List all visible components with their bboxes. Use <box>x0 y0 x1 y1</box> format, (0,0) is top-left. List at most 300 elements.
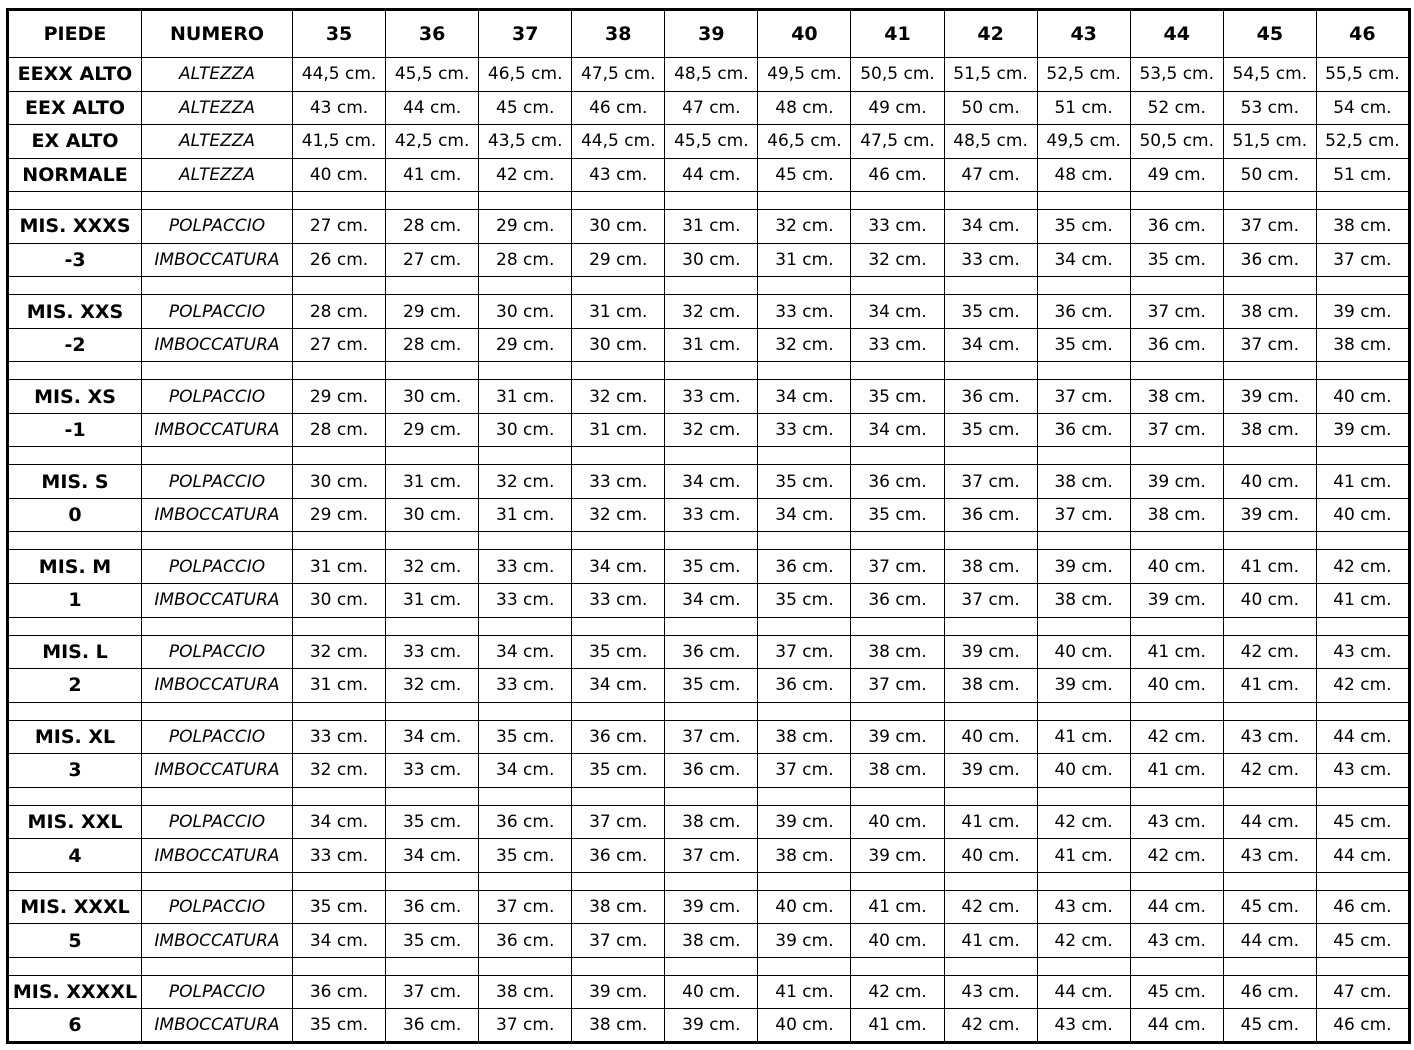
spacer-cell <box>758 957 851 975</box>
header-size-cell: 42 <box>944 10 1037 58</box>
value-cell: 36 cm. <box>758 550 851 584</box>
value-cell: 31 cm. <box>293 669 386 703</box>
value-cell: 36 cm. <box>944 498 1037 532</box>
value-cell: 28 cm. <box>386 210 479 244</box>
spacer-cell <box>572 702 665 720</box>
value-cell: 35 cm. <box>479 839 572 873</box>
spacer-cell <box>1316 702 1409 720</box>
value-cell: 39 cm. <box>1223 498 1316 532</box>
spacer-cell <box>293 787 386 805</box>
value-cell: 41 cm. <box>944 805 1037 839</box>
spacer-cell <box>1223 277 1316 295</box>
spacer-cell <box>8 532 142 550</box>
value-cell: 34 cm. <box>479 754 572 788</box>
header-size-cell: 36 <box>386 10 479 58</box>
spacer-cell <box>386 787 479 805</box>
spacer-cell <box>386 447 479 465</box>
value-cell: 39 cm. <box>1316 413 1409 447</box>
spacer-cell <box>1223 872 1316 890</box>
value-cell: 33 cm. <box>851 328 944 362</box>
value-cell: 31 cm. <box>386 465 479 499</box>
value-cell: 30 cm. <box>665 243 758 277</box>
value-cell: 38 cm. <box>572 890 665 924</box>
polpaccio-row <box>8 805 1410 839</box>
value-cell: 43 cm. <box>1223 839 1316 873</box>
value-cell: 34 cm. <box>386 720 479 754</box>
value-cell: 31 cm. <box>386 584 479 618</box>
spacer-cell <box>1316 532 1409 550</box>
value-cell: 44,5 cm. <box>572 125 665 159</box>
header-size-cell: 35 <box>293 10 386 58</box>
measure-type: POLPACCIO <box>142 210 293 244</box>
value-cell: 37 cm. <box>758 754 851 788</box>
value-cell: 44 cm. <box>1316 839 1409 873</box>
spacer-cell <box>1316 872 1409 890</box>
value-cell: 44 cm. <box>1223 805 1316 839</box>
value-cell: 40 cm. <box>1037 635 1130 669</box>
value-cell: 37 cm. <box>1037 498 1130 532</box>
spacer-cell <box>851 617 944 635</box>
value-cell: 39 cm. <box>758 805 851 839</box>
spacer-cell <box>665 787 758 805</box>
measure-type: IMBOCCATURA <box>142 924 293 958</box>
spacer-cell <box>851 362 944 380</box>
imboccatura-row <box>8 839 1410 873</box>
measure-type: POLPACCIO <box>142 635 293 669</box>
value-cell: 54,5 cm. <box>1223 58 1316 92</box>
value-cell: 37 cm. <box>758 635 851 669</box>
value-cell: 41 cm. <box>851 890 944 924</box>
value-cell: 36 cm. <box>479 924 572 958</box>
size-name: MIS. XXXS <box>8 210 142 244</box>
spacer-cell <box>851 277 944 295</box>
value-cell: 40 cm. <box>758 1009 851 1043</box>
spacer-cell <box>293 957 386 975</box>
spacer-cell <box>851 787 944 805</box>
value-cell: 36 cm. <box>851 465 944 499</box>
value-cell: 36 cm. <box>944 380 1037 414</box>
spacer-cell <box>386 702 479 720</box>
value-cell: 40 cm. <box>1316 498 1409 532</box>
value-cell: 43 cm. <box>1130 924 1223 958</box>
value-cell: 33 cm. <box>758 413 851 447</box>
value-cell: 37 cm. <box>944 584 1037 618</box>
value-cell: 33 cm. <box>851 210 944 244</box>
value-cell: 33 cm. <box>479 550 572 584</box>
value-cell: 35 cm. <box>1037 210 1130 244</box>
value-cell: 55,5 cm. <box>1316 58 1409 92</box>
value-cell: 34 cm. <box>944 328 1037 362</box>
size-code: -2 <box>8 328 142 362</box>
value-cell: 30 cm. <box>386 498 479 532</box>
value-cell: 43 cm. <box>1223 720 1316 754</box>
height-label: EEX ALTO <box>8 91 142 125</box>
height-label: EEXX ALTO <box>8 58 142 92</box>
height-label: EX ALTO <box>8 125 142 159</box>
size-code: 1 <box>8 584 142 618</box>
value-cell: 36 cm. <box>1037 413 1130 447</box>
value-cell: 49,5 cm. <box>1037 125 1130 159</box>
value-cell: 36 cm. <box>386 1009 479 1043</box>
value-cell: 48,5 cm. <box>665 58 758 92</box>
value-cell: 31 cm. <box>665 210 758 244</box>
value-cell: 36 cm. <box>479 805 572 839</box>
spacer-cell <box>758 872 851 890</box>
value-cell: 34 cm. <box>293 924 386 958</box>
spacer-cell <box>665 362 758 380</box>
value-cell: 49 cm. <box>851 91 944 125</box>
value-cell: 37 cm. <box>665 839 758 873</box>
imboccatura-row <box>8 413 1410 447</box>
value-cell: 38 cm. <box>851 635 944 669</box>
value-cell: 51,5 cm. <box>1223 125 1316 159</box>
size-name: MIS. M <box>8 550 142 584</box>
value-cell: 50 cm. <box>944 91 1037 125</box>
spacer-cell <box>1037 957 1130 975</box>
polpaccio-row <box>8 635 1410 669</box>
value-cell: 38 cm. <box>944 669 1037 703</box>
value-cell: 32 cm. <box>293 754 386 788</box>
value-cell: 35 cm. <box>572 635 665 669</box>
value-cell: 43 cm. <box>1037 1009 1130 1043</box>
value-cell: 38 cm. <box>851 754 944 788</box>
value-cell: 29 cm. <box>386 295 479 329</box>
height-label: NORMALE <box>8 158 142 192</box>
value-cell: 42,5 cm. <box>386 125 479 159</box>
spacer-cell <box>758 702 851 720</box>
measure-type: POLPACCIO <box>142 380 293 414</box>
value-cell: 30 cm. <box>479 295 572 329</box>
measure-type: POLPACCIO <box>142 890 293 924</box>
spacer-row <box>8 617 1410 635</box>
spacer-cell <box>386 362 479 380</box>
value-cell: 33 cm. <box>479 584 572 618</box>
value-cell: 48 cm. <box>758 91 851 125</box>
value-cell: 37 cm. <box>1223 210 1316 244</box>
value-cell: 35 cm. <box>665 550 758 584</box>
header-row <box>8 10 1410 58</box>
spacer-cell <box>944 277 1037 295</box>
value-cell: 36 cm. <box>851 584 944 618</box>
spacer-cell <box>572 787 665 805</box>
value-cell: 45 cm. <box>479 91 572 125</box>
spacer-cell <box>386 617 479 635</box>
value-cell: 45 cm. <box>1223 1009 1316 1043</box>
spacer-cell <box>944 447 1037 465</box>
value-cell: 38 cm. <box>1037 465 1130 499</box>
value-cell: 44 cm. <box>1223 924 1316 958</box>
size-name: MIS. XXS <box>8 295 142 329</box>
value-cell: 33 cm. <box>386 635 479 669</box>
imboccatura-row <box>8 498 1410 532</box>
value-cell: 42 cm. <box>944 890 1037 924</box>
spacer-cell <box>1037 192 1130 210</box>
value-cell: 35 cm. <box>851 498 944 532</box>
header-size-cell: 43 <box>1037 10 1130 58</box>
spacer-cell <box>142 617 293 635</box>
value-cell: 47 cm. <box>944 158 1037 192</box>
spacer-row <box>8 362 1410 380</box>
value-cell: 44 cm. <box>665 158 758 192</box>
value-cell: 51 cm. <box>1316 158 1409 192</box>
header-size-cell: 41 <box>851 10 944 58</box>
value-cell: 35 cm. <box>293 890 386 924</box>
value-cell: 35 cm. <box>572 754 665 788</box>
spacer-cell <box>479 192 572 210</box>
spacer-cell <box>1316 447 1409 465</box>
spacer-cell <box>8 447 142 465</box>
value-cell: 39 cm. <box>665 1009 758 1043</box>
value-cell: 50,5 cm. <box>851 58 944 92</box>
spacer-cell <box>1316 277 1409 295</box>
spacer-cell <box>944 192 1037 210</box>
spacer-cell <box>293 532 386 550</box>
value-cell: 52,5 cm. <box>1316 125 1409 159</box>
value-cell: 30 cm. <box>293 465 386 499</box>
spacer-cell <box>142 957 293 975</box>
value-cell: 39 cm. <box>758 924 851 958</box>
value-cell: 38 cm. <box>1037 584 1130 618</box>
value-cell: 45 cm. <box>758 158 851 192</box>
value-cell: 35 cm. <box>944 295 1037 329</box>
size-chart-body <box>8 10 1410 1043</box>
spacer-cell <box>944 787 1037 805</box>
spacer-cell <box>572 872 665 890</box>
spacer-cell <box>1316 617 1409 635</box>
spacer-cell <box>1037 362 1130 380</box>
value-cell: 34 cm. <box>572 550 665 584</box>
value-cell: 40 cm. <box>293 158 386 192</box>
value-cell: 41 cm. <box>1223 550 1316 584</box>
value-cell: 36 cm. <box>1223 243 1316 277</box>
size-name: MIS. L <box>8 635 142 669</box>
value-cell: 35 cm. <box>293 1009 386 1043</box>
value-cell: 32 cm. <box>758 210 851 244</box>
spacer-cell <box>1130 362 1223 380</box>
header-size-cell: 45 <box>1223 10 1316 58</box>
spacer-cell <box>479 872 572 890</box>
size-code: 4 <box>8 839 142 873</box>
value-cell: 38 cm. <box>1130 380 1223 414</box>
spacer-cell <box>572 957 665 975</box>
spacer-cell <box>293 702 386 720</box>
value-cell: 34 cm. <box>758 498 851 532</box>
value-cell: 36 cm. <box>1037 295 1130 329</box>
value-cell: 30 cm. <box>572 328 665 362</box>
value-cell: 29 cm. <box>293 380 386 414</box>
value-cell: 42 cm. <box>851 975 944 1009</box>
spacer-cell <box>1130 447 1223 465</box>
spacer-row <box>8 447 1410 465</box>
measure-type: POLPACCIO <box>142 295 293 329</box>
value-cell: 43 cm. <box>572 158 665 192</box>
value-cell: 37 cm. <box>1316 243 1409 277</box>
spacer-cell <box>665 192 758 210</box>
size-code: 2 <box>8 669 142 703</box>
value-cell: 44 cm. <box>1130 1009 1223 1043</box>
size-name: MIS. S <box>8 465 142 499</box>
value-cell: 45 cm. <box>1223 890 1316 924</box>
value-cell: 32 cm. <box>386 669 479 703</box>
value-cell: 37 cm. <box>572 924 665 958</box>
size-code: 5 <box>8 924 142 958</box>
spacer-cell <box>386 872 479 890</box>
value-cell: 40 cm. <box>944 720 1037 754</box>
size-name: MIS. XS <box>8 380 142 414</box>
spacer-cell <box>1130 872 1223 890</box>
spacer-cell <box>758 362 851 380</box>
value-cell: 37 cm. <box>479 1009 572 1043</box>
polpaccio-row <box>8 720 1410 754</box>
size-code: -1 <box>8 413 142 447</box>
size-code: -3 <box>8 243 142 277</box>
spacer-cell <box>1130 787 1223 805</box>
value-cell: 43 cm. <box>1037 890 1130 924</box>
spacer-cell <box>1130 617 1223 635</box>
value-cell: 37 cm. <box>1037 380 1130 414</box>
value-cell: 38 cm. <box>1130 498 1223 532</box>
spacer-cell <box>479 362 572 380</box>
spacer-cell <box>851 872 944 890</box>
value-cell: 43 cm. <box>1130 805 1223 839</box>
size-name: MIS. XXXL <box>8 890 142 924</box>
value-cell: 44 cm. <box>1037 975 1130 1009</box>
spacer-cell <box>386 957 479 975</box>
polpaccio-row <box>8 465 1410 499</box>
spacer-cell <box>758 277 851 295</box>
value-cell: 28 cm. <box>293 413 386 447</box>
value-cell: 37 cm. <box>1130 295 1223 329</box>
value-cell: 46,5 cm. <box>479 58 572 92</box>
spacer-cell <box>8 957 142 975</box>
spacer-cell <box>1223 192 1316 210</box>
value-cell: 37 cm. <box>386 975 479 1009</box>
polpaccio-row <box>8 210 1410 244</box>
spacer-cell <box>572 447 665 465</box>
value-cell: 32 cm. <box>572 498 665 532</box>
value-cell: 41 cm. <box>758 975 851 1009</box>
value-cell: 36 cm. <box>665 754 758 788</box>
value-cell: 39 cm. <box>572 975 665 1009</box>
value-cell: 29 cm. <box>293 498 386 532</box>
value-cell: 39 cm. <box>1130 584 1223 618</box>
value-cell: 32 cm. <box>665 295 758 329</box>
spacer-cell <box>8 192 142 210</box>
value-cell: 39 cm. <box>1130 465 1223 499</box>
spacer-cell <box>293 872 386 890</box>
value-cell: 36 cm. <box>572 839 665 873</box>
value-cell: 41 cm. <box>1130 635 1223 669</box>
value-cell: 29 cm. <box>572 243 665 277</box>
value-cell: 35 cm. <box>479 720 572 754</box>
spacer-cell <box>572 617 665 635</box>
spacer-cell <box>142 702 293 720</box>
value-cell: 41 cm. <box>1223 669 1316 703</box>
value-cell: 41 cm. <box>851 1009 944 1043</box>
spacer-cell <box>1316 787 1409 805</box>
value-cell: 44 cm. <box>386 91 479 125</box>
value-cell: 34 cm. <box>479 635 572 669</box>
spacer-cell <box>8 872 142 890</box>
measure-type: IMBOCCATURA <box>142 328 293 362</box>
spacer-cell <box>8 702 142 720</box>
value-cell: 31 cm. <box>665 328 758 362</box>
value-cell: 42 cm. <box>944 1009 1037 1043</box>
size-code: 0 <box>8 498 142 532</box>
spacer-cell <box>479 957 572 975</box>
spacer-cell <box>851 702 944 720</box>
value-cell: 36 cm. <box>1130 210 1223 244</box>
value-cell: 49 cm. <box>1130 158 1223 192</box>
imboccatura-row <box>8 243 1410 277</box>
imboccatura-row <box>8 924 1410 958</box>
header-piede: PIEDE <box>8 10 142 58</box>
value-cell: 31 cm. <box>572 295 665 329</box>
spacer-cell <box>665 447 758 465</box>
value-cell: 34 cm. <box>665 584 758 618</box>
spacer-cell <box>758 192 851 210</box>
imboccatura-row <box>8 754 1410 788</box>
measure-type: POLPACCIO <box>142 465 293 499</box>
value-cell: 41 cm. <box>1037 720 1130 754</box>
measure-type: IMBOCCATURA <box>142 1009 293 1043</box>
value-cell: 40 cm. <box>1130 550 1223 584</box>
value-cell: 38 cm. <box>1316 210 1409 244</box>
value-cell: 31 cm. <box>479 498 572 532</box>
header-numero: NUMERO <box>142 10 293 58</box>
value-cell: 44 cm. <box>1316 720 1409 754</box>
value-cell: 42 cm. <box>1316 669 1409 703</box>
spacer-cell <box>665 617 758 635</box>
spacer-cell <box>1223 532 1316 550</box>
spacer-cell <box>851 192 944 210</box>
value-cell: 36 cm. <box>572 720 665 754</box>
spacer-cell <box>1037 872 1130 890</box>
value-cell: 37 cm. <box>665 720 758 754</box>
value-cell: 39 cm. <box>944 754 1037 788</box>
measure-type: ALTEZZA <box>142 58 293 92</box>
spacer-row <box>8 957 1410 975</box>
value-cell: 42 cm. <box>479 158 572 192</box>
size-code: 6 <box>8 1009 142 1043</box>
measure-type: POLPACCIO <box>142 550 293 584</box>
value-cell: 34 cm. <box>386 839 479 873</box>
value-cell: 43,5 cm. <box>479 125 572 159</box>
spacer-cell <box>944 532 1037 550</box>
spacer-row <box>8 277 1410 295</box>
size-chart-table <box>6 8 1411 1044</box>
polpaccio-row <box>8 295 1410 329</box>
value-cell: 46 cm. <box>1316 1009 1409 1043</box>
value-cell: 30 cm. <box>293 584 386 618</box>
value-cell: 35 cm. <box>944 413 1037 447</box>
spacer-cell <box>8 787 142 805</box>
value-cell: 33 cm. <box>758 295 851 329</box>
measure-type: IMBOCCATURA <box>142 584 293 618</box>
value-cell: 42 cm. <box>1037 924 1130 958</box>
spacer-cell <box>479 617 572 635</box>
spacer-cell <box>572 362 665 380</box>
imboccatura-row <box>8 1009 1410 1043</box>
spacer-cell <box>293 362 386 380</box>
value-cell: 45 cm. <box>1316 924 1409 958</box>
value-cell: 36 cm. <box>1130 328 1223 362</box>
value-cell: 40 cm. <box>1037 754 1130 788</box>
value-cell: 35 cm. <box>758 584 851 618</box>
measure-type: ALTEZZA <box>142 125 293 159</box>
value-cell: 34 cm. <box>944 210 1037 244</box>
value-cell: 34 cm. <box>293 805 386 839</box>
